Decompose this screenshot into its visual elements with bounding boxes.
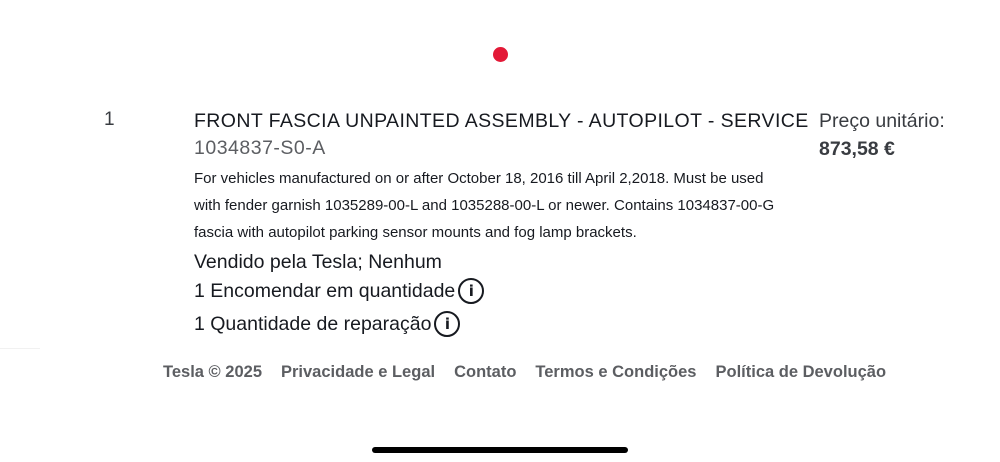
unit-price-value: 873,58 € xyxy=(819,138,895,160)
info-icon[interactable]: i xyxy=(434,311,460,337)
unit-price xyxy=(819,108,945,162)
item-part-number: 1034837-S0-A xyxy=(194,137,326,159)
repair-quantity-row xyxy=(194,311,799,337)
footer-link-contact[interactable]: Contato xyxy=(454,363,517,381)
divider xyxy=(0,348,40,349)
unit-price-label: Preço unitário: xyxy=(819,110,945,132)
bulk-order-label: 1 Encomendar em quantidade xyxy=(194,280,456,302)
footer-link-returns[interactable]: Política de Devolução xyxy=(715,363,887,381)
line-item-details xyxy=(194,108,809,337)
status-dot xyxy=(493,47,508,62)
home-indicator[interactable] xyxy=(372,447,628,453)
sold-by-text: Vendido pela Tesla; Nenhum xyxy=(194,251,442,273)
repair-quantity-label: 1 Quantidade de reparação xyxy=(194,313,432,335)
footer-link-privacy[interactable]: Privacidade e Legal xyxy=(281,363,436,381)
footer xyxy=(163,363,905,382)
info-icon[interactable]: i xyxy=(458,278,484,304)
item-quantity: 1 xyxy=(104,109,115,130)
footer-copyright: Tesla © 2025 xyxy=(163,363,262,381)
item-title[interactable]: FRONT FASCIA UNPAINTED ASSEMBLY - AUTOPILOT - SERVICE xyxy=(194,110,809,132)
footer-link-terms[interactable]: Termos e Condições xyxy=(535,363,697,381)
item-description: For vehicles manufactured on or after October 18, 2016 till April 2,2018. Must be used with fender garnish 1035289-00-L and 1035288-00-L or newer. Contains 1034837-00-G fascia with autopilot parking sensor mounts and fog lamp brackets. xyxy=(194,170,775,241)
bulk-order-row xyxy=(194,278,799,304)
